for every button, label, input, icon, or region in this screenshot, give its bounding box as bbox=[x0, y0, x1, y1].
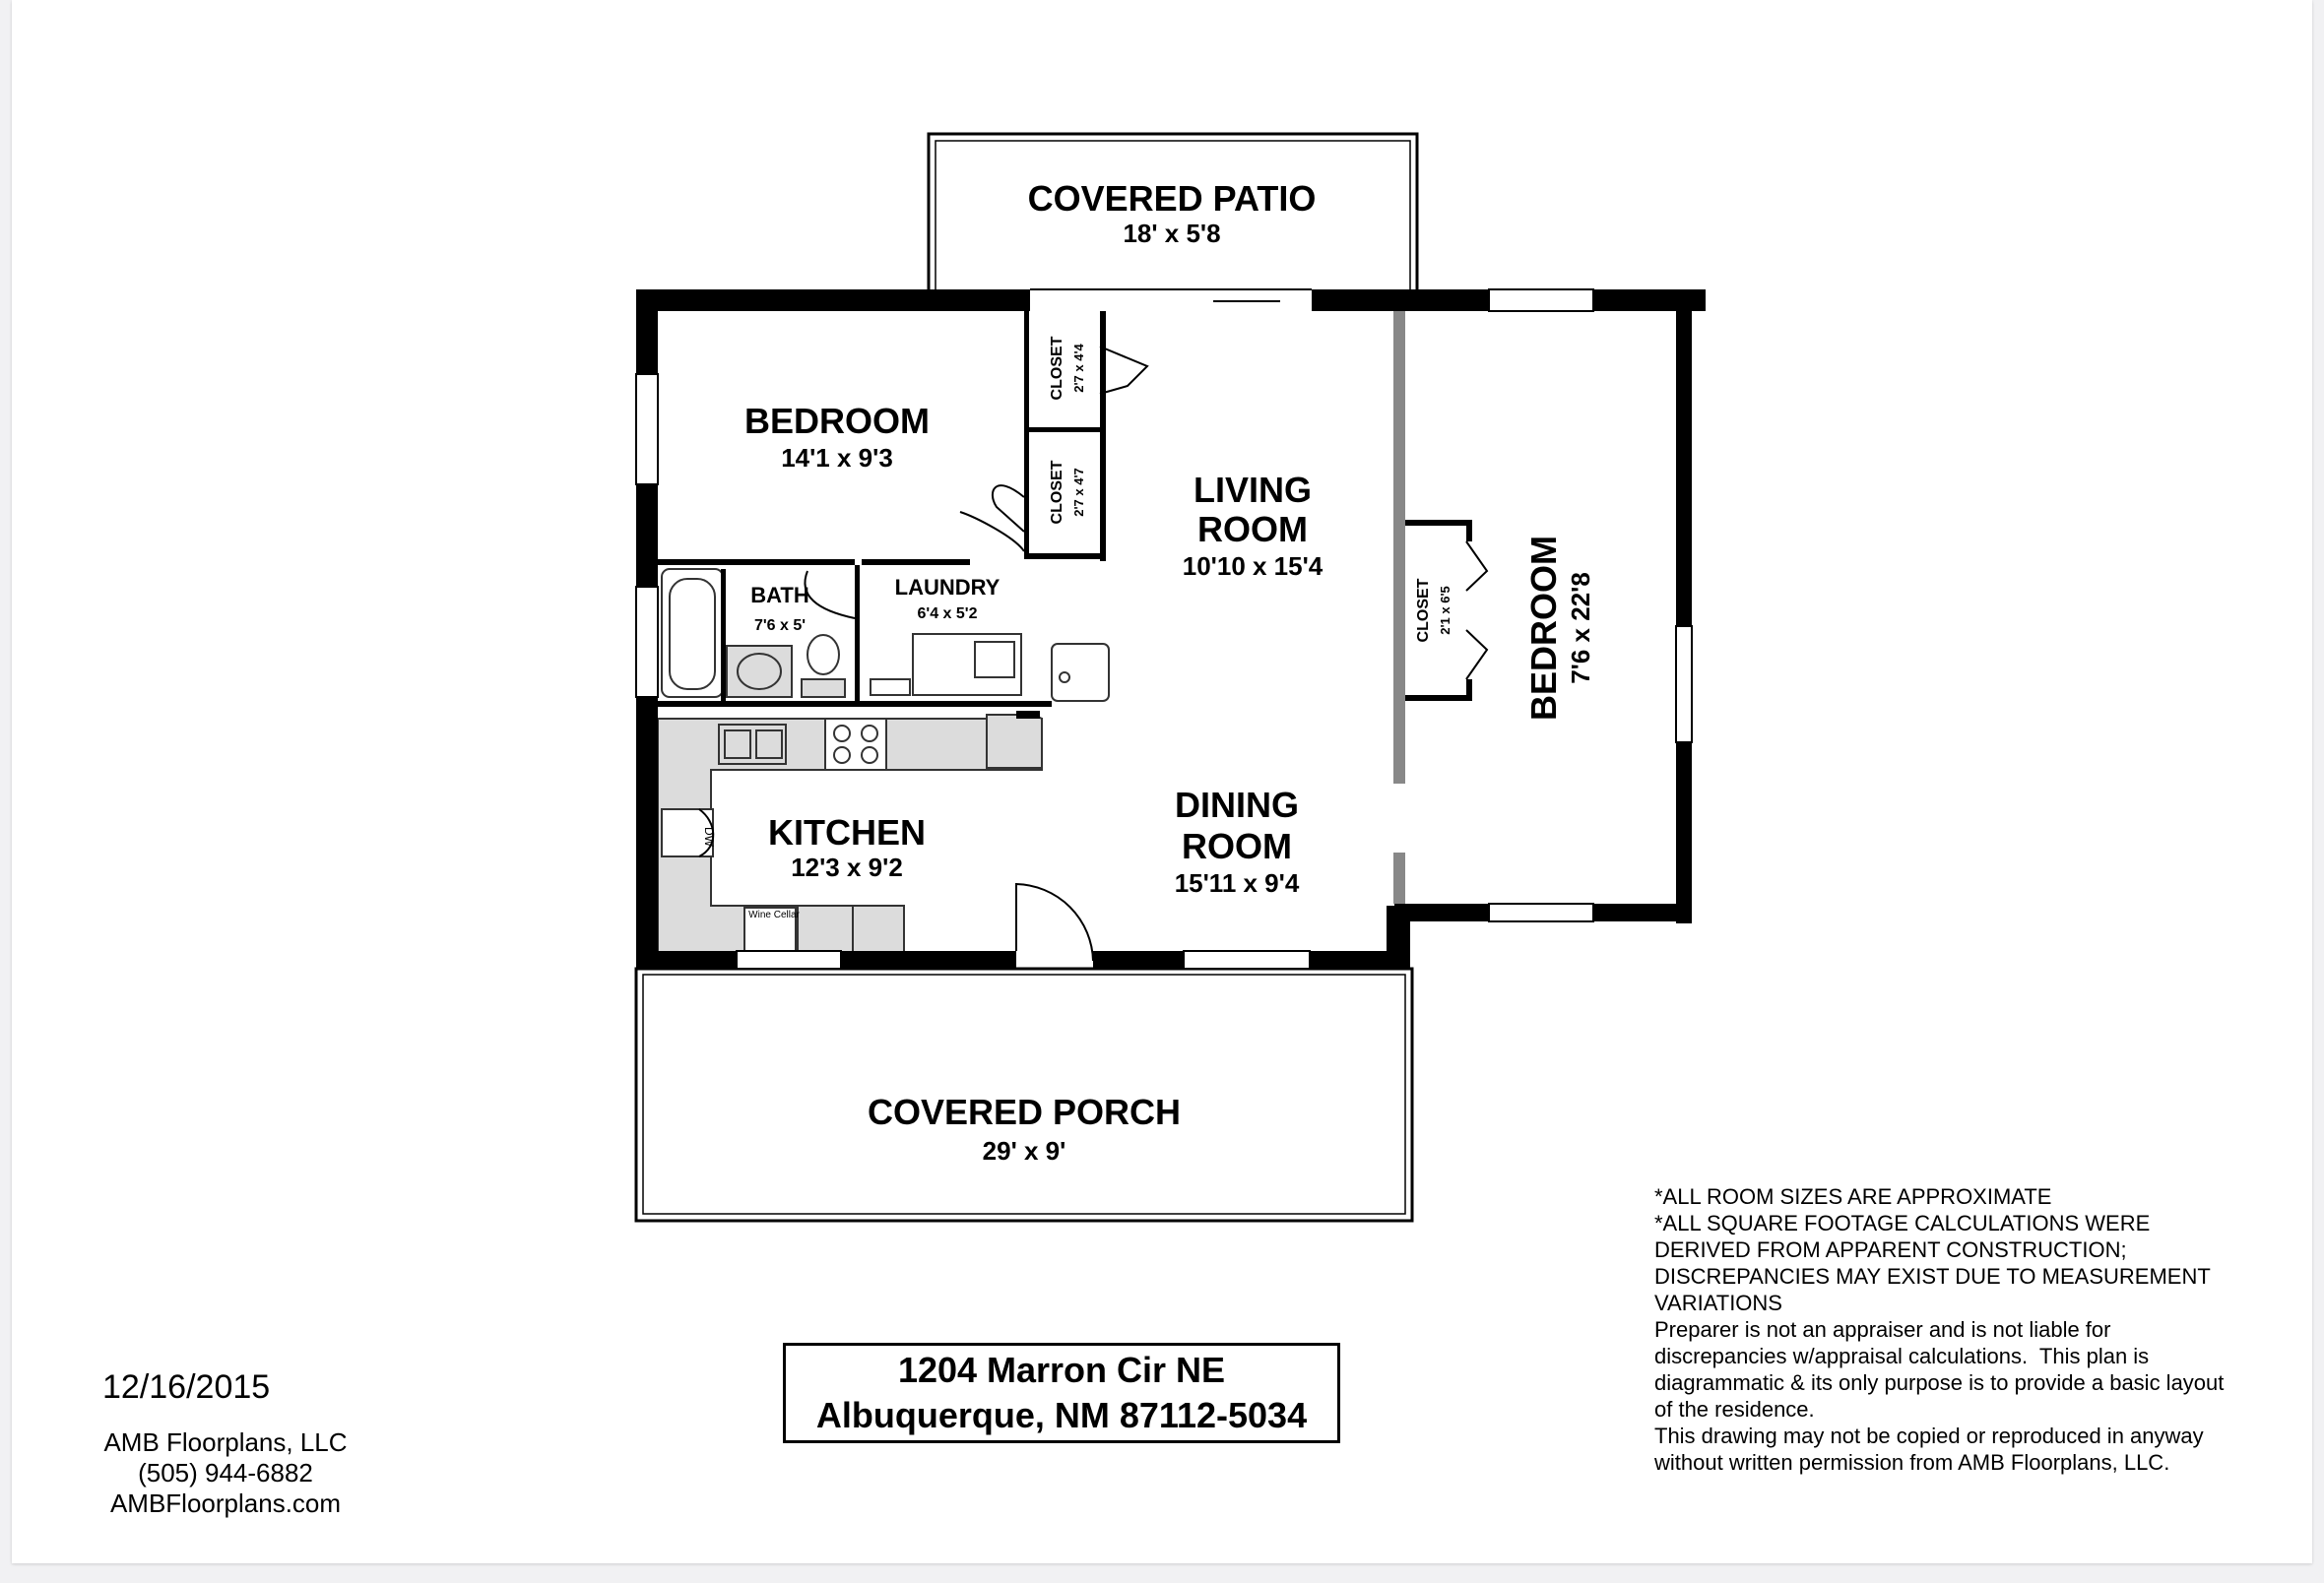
label-living-room bbox=[1183, 470, 1323, 581]
kitchen-name: KITCHEN bbox=[768, 812, 926, 853]
closet-3-size: 2'1 x 6'5 bbox=[1438, 586, 1452, 635]
laundry-size: 6'4 x 5'2 bbox=[917, 605, 978, 622]
label-bedroom-1 bbox=[744, 401, 930, 473]
bedroom-2-name: BEDROOM bbox=[1523, 536, 1564, 721]
bath-size: 7'6 x 5' bbox=[753, 617, 807, 634]
covered-porch-size: 29' x 9' bbox=[982, 1136, 1066, 1166]
closet-2-size: 2'7 x 4'7 bbox=[1071, 468, 1086, 517]
label-closet-1 bbox=[1049, 336, 1086, 400]
address-box bbox=[783, 1343, 1340, 1443]
label-laundry bbox=[895, 575, 1001, 622]
label-dining-room bbox=[1175, 785, 1300, 898]
dining-room-name-2: ROOM bbox=[1182, 826, 1292, 866]
closet-1-size: 2'7 x 4'4 bbox=[1071, 344, 1086, 393]
company-website: AMBFloorplans.com bbox=[109, 1488, 342, 1518]
closet-3-name: CLOSET bbox=[1415, 578, 1432, 643]
dishwasher-label: DW bbox=[702, 827, 716, 847]
label-closet-3 bbox=[1415, 578, 1452, 642]
company-name: AMB Floorplans, LLC bbox=[103, 1427, 348, 1457]
company-phone: (505) 944-6882 bbox=[138, 1458, 313, 1488]
kitchen-size: 12'3 x 9'2 bbox=[791, 853, 903, 882]
label-closet-2 bbox=[1049, 460, 1086, 524]
disclaimer-notes bbox=[1654, 1183, 2245, 1476]
note-3: Preparer is not an appraiser and is not liable for discrepancies w/appraisal calculations. This plan is diagrammatic & its only purpose is to provide a basic layout of the residence. bbox=[1654, 1317, 2230, 1422]
bath-name: BATH bbox=[750, 583, 809, 607]
dining-room-size: 15'11 x 9'4 bbox=[1174, 868, 1300, 898]
company-info bbox=[73, 1427, 378, 1519]
living-room-name-2: ROOM bbox=[1197, 509, 1308, 549]
plan-date: 12/16/2015 bbox=[102, 1368, 271, 1406]
covered-porch-name: COVERED PORCH bbox=[867, 1092, 1182, 1132]
living-room-size: 10'10 x 15'4 bbox=[1182, 551, 1323, 581]
covered-patio-size: 18' x 5'8 bbox=[1123, 219, 1221, 248]
laundry-name: LAUNDRY bbox=[894, 575, 1001, 600]
note-4: This drawing may not be copied or reproduced in anyway without written permission from AMB Floorplans, LLC. bbox=[1654, 1424, 2210, 1475]
dining-room-name-1: DINING bbox=[1175, 785, 1299, 825]
note-2: *ALL SQUARE FOOTAGE CALCULATIONS WERE DERIVED FROM APPARENT CONSTRUCTION; DISCREPANCIES MAY EXIST DUE TO MEASUREMENT VARIATIONS bbox=[1654, 1211, 2217, 1315]
interior-walls bbox=[658, 307, 1106, 719]
address-line-2: Albuquerque, NM 87112-5034 bbox=[815, 1395, 1308, 1435]
floorplan-sheet bbox=[12, 0, 2312, 1563]
wine-cellar-label: Wine Cellar bbox=[748, 910, 800, 920]
address-line-1: 1204 Marron Cir NE bbox=[897, 1350, 1226, 1390]
label-bath bbox=[750, 583, 808, 634]
bedroom-2-size: 7'6 x 22'8 bbox=[1566, 572, 1595, 684]
covered-patio-name: COVERED PATIO bbox=[1027, 178, 1317, 219]
label-bedroom-2 bbox=[1523, 536, 1595, 721]
closet-1-name: CLOSET bbox=[1049, 336, 1065, 401]
living-room-name-1: LIVING bbox=[1193, 470, 1313, 510]
bedroom-1-name: BEDROOM bbox=[744, 401, 930, 441]
note-1: *ALL ROOM SIZES ARE APPROXIMATE bbox=[1654, 1184, 2052, 1209]
label-kitchen bbox=[768, 812, 926, 882]
bedroom-1-size: 14'1 x 9'3 bbox=[781, 443, 893, 473]
closet-2-name: CLOSET bbox=[1049, 460, 1065, 525]
partition-wall bbox=[1393, 307, 1405, 904]
laundry-fixtures bbox=[871, 634, 1109, 701]
